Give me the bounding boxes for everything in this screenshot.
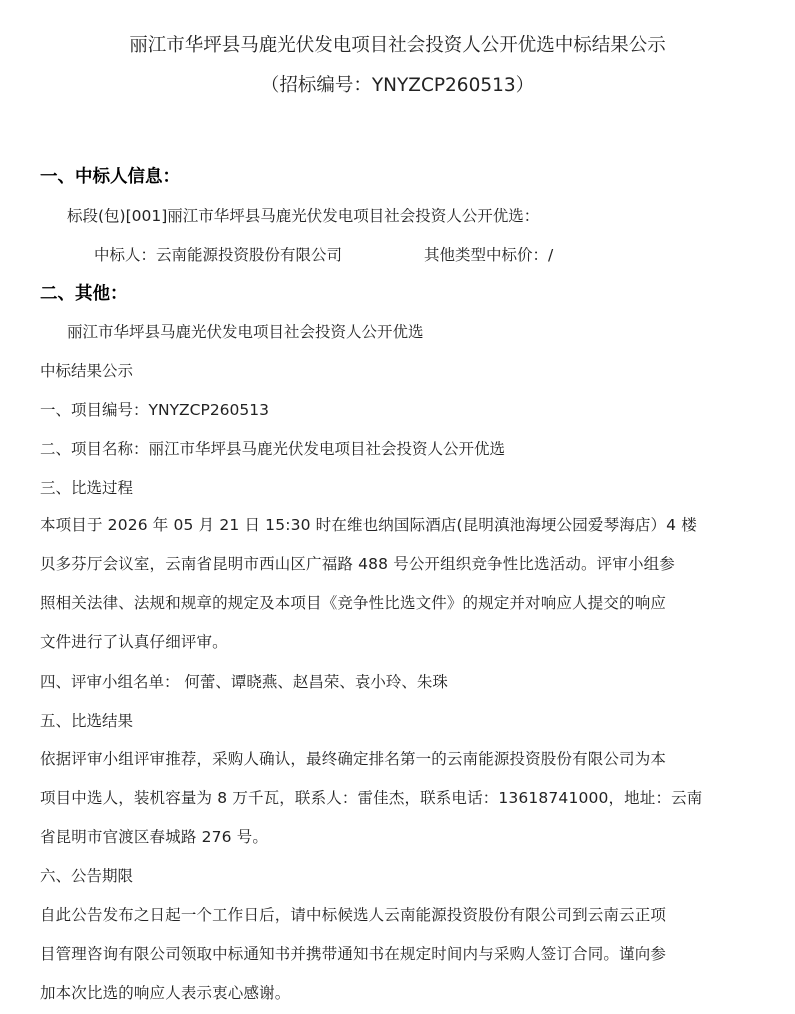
lot-title: 标段(包)[001]丽江市华坪县马鹿光伏发电项目社会投资人公开优选： bbox=[67, 207, 540, 225]
notice-paragraph bbox=[40, 896, 740, 1013]
process-line: 贝多芬厅会议室，云南省昆明市西山区广福路 488 号公开组织竞争性比选活动。评审小组参 bbox=[40, 555, 675, 573]
notice-line: 自此公告发布之日起一个工作日后，请中标候选人云南能源投资股份有限公司到云南云正项 bbox=[40, 906, 667, 924]
page-title: 丽江市华坪县马鹿光伏发电项目社会投资人公开优选中标结果公示 bbox=[129, 35, 666, 56]
review-panel-list: 四、评审小组名单： 何蕾、谭晓燕、赵昌荣、袁小玲、朱珠 bbox=[40, 673, 448, 691]
process-paragraph bbox=[40, 506, 740, 662]
other-intro-line-2: 中标结果公示 bbox=[40, 362, 134, 380]
notice-line: 目管理咨询有限公司领取中标通知书并携带通知书在规定时间内与采购人签订合同。谨向参 bbox=[40, 945, 667, 963]
other-price: 其他类型中标价：/ bbox=[424, 246, 554, 264]
project-number: 一、项目编号：YNYZCP260513 bbox=[40, 401, 269, 419]
result-line: 依据评审小组评审推荐，采购人确认，最终确定排名第一的云南能源投资股份有限公司为本 bbox=[40, 750, 667, 768]
process-line: 本项目于 2026 年 05 月 21 日 15:30 时在维也纳国际酒店(昆明滇池海埂公园爱琴海店）4 楼 bbox=[40, 516, 697, 534]
notice-line: 加本次比选的响应人表示衷心感谢。 bbox=[40, 984, 291, 1002]
process-line: 照相关法律、法规和规章的规定及本项目《竞争性比选文件》的规定并对响应人提交的响应 bbox=[40, 594, 667, 612]
notice-period-heading: 六、公告期限 bbox=[40, 867, 134, 885]
process-heading: 三、比选过程 bbox=[40, 479, 134, 497]
winner-name: 中标人：云南能源投资股份有限公司 bbox=[94, 246, 343, 264]
section-heading-other: 二、其他： bbox=[40, 284, 128, 304]
result-paragraph bbox=[40, 740, 740, 857]
result-line: 省昆明市官渡区春城路 276 号。 bbox=[40, 828, 268, 846]
tender-number: （招标编号：YNYZCP260513） bbox=[260, 75, 535, 96]
result-line: 项目中选人，装机容量为 8 万千瓦，联系人：雷佳杰，联系电话：13618741000，地址：云南 bbox=[40, 789, 703, 807]
other-intro-line-1: 丽江市华坪县马鹿光伏发电项目社会投资人公开优选 bbox=[67, 323, 424, 341]
result-heading: 五、比选结果 bbox=[40, 712, 134, 730]
process-line: 文件进行了认真仔细评审。 bbox=[40, 633, 228, 651]
section-heading-winner-info: 一、中标人信息： bbox=[40, 167, 180, 187]
project-name: 二、项目名称：丽江市华坪县马鹿光伏发电项目社会投资人公开优选 bbox=[40, 440, 506, 458]
